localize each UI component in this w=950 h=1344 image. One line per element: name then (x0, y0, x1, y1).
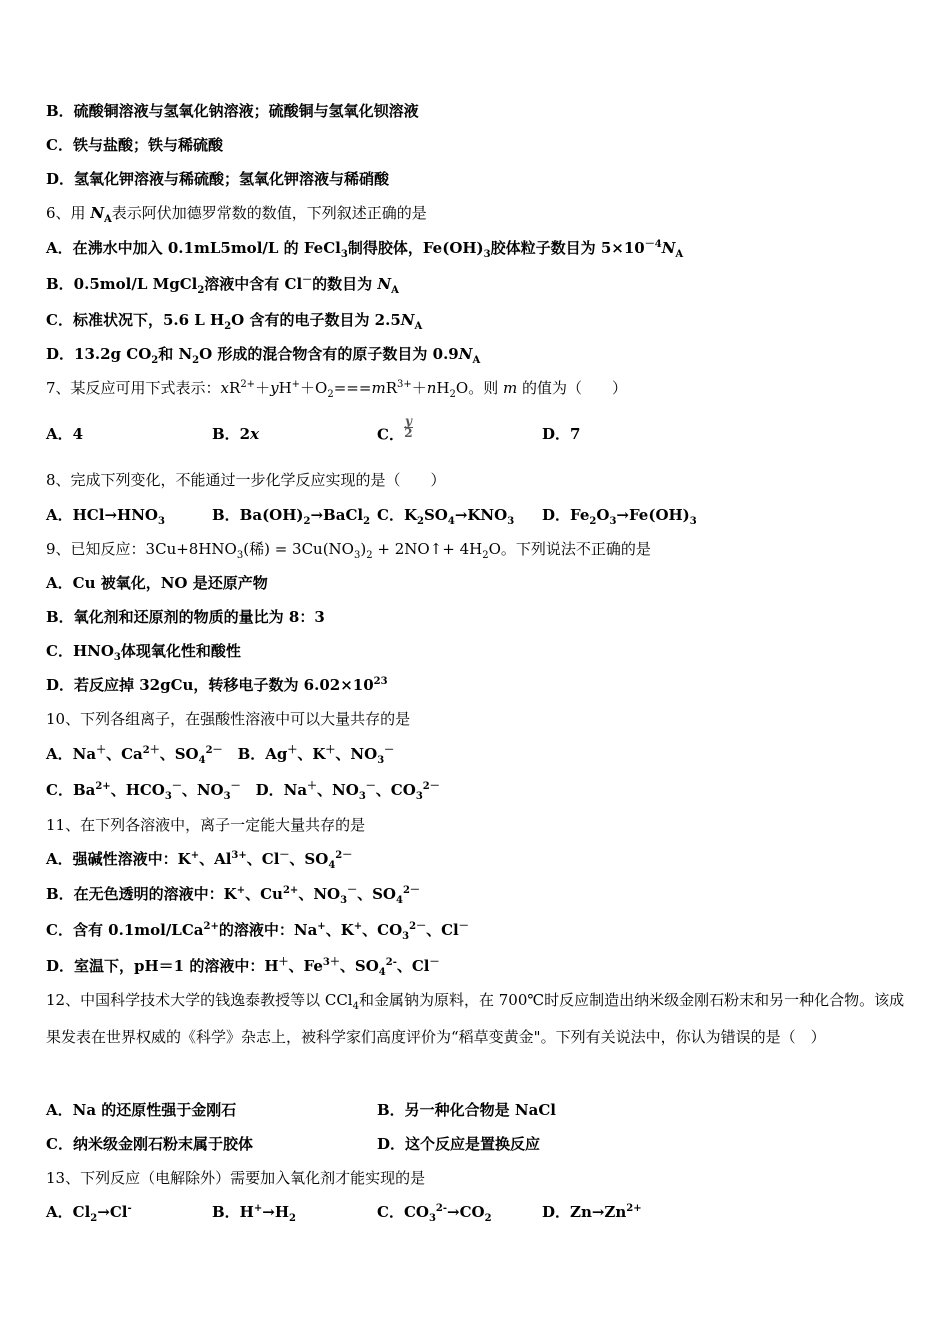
q11d-t0: D．室温下，pH＝1 的溶液中：H (46, 957, 279, 975)
q10ab-t12: 3 (377, 755, 385, 766)
q13-option-b (212, 1202, 296, 1222)
q13a-t2: →Cl (97, 1203, 128, 1221)
q6c-t1: 2 (224, 321, 232, 332)
q11-option-a (46, 849, 352, 869)
q11a-t0: A．强碱性溶液中：K (46, 850, 191, 868)
q6c-t3: N (400, 311, 415, 329)
q6d-t2: 和 N (158, 345, 193, 363)
q7-fraction-den: 2 (404, 426, 413, 440)
q6-option-c (46, 310, 422, 330)
q10cd-t6: 3 (223, 791, 231, 802)
q8-stem: 8、完成下列变化，不能通过一步化学反应实现的是（ ） (46, 471, 446, 489)
q11c-t3: + (317, 921, 326, 932)
q6d-t1: 2 (151, 355, 159, 366)
q11c-t8: 2－ (409, 921, 427, 932)
q11b-t9: 2－ (402, 885, 420, 896)
q10ab-t6: 2－ (205, 745, 223, 756)
q10cd-t9: ＋ (307, 781, 318, 792)
q10-options-cd (46, 780, 440, 800)
q8-option-a (46, 505, 165, 525)
q6d-t4: O 形成的混合物含有的原子数目为 0.9 (199, 345, 459, 363)
q8d-t4: →Fe(OH) (616, 506, 690, 524)
q11a-t5: － (279, 850, 290, 861)
q9s-t6: + 2NO↑+ 4H (372, 540, 483, 558)
q10cd-t11: 3 (358, 791, 366, 802)
q9s-t7: 2 (482, 550, 489, 561)
q6a-t7: A (675, 249, 684, 260)
q8d-t5: 3 (689, 516, 697, 527)
q9c-t1: 3 (113, 652, 121, 663)
q7s-t1: x (220, 379, 230, 397)
q13a-t1: 2 (90, 1213, 98, 1224)
q6b-t6: A (391, 285, 399, 296)
q11a-t8: 2－ (335, 850, 353, 861)
q7-option-b (212, 424, 259, 444)
q12-stem-part2: 和金属钠为原料，在 700℃时反应制造出纳米级金刚石粉末和另一种化合物。该成果发表在世界权威的《科学》杂志上，被科学家们高度评价为“稻草变黄金"。下列有关说法中，你认为错误的是（ ） (46, 991, 905, 1046)
q10ab-t5: 4 (198, 755, 206, 766)
q7-option-a: A．4 (46, 425, 84, 443)
q6-stem-suffix: 表示阿伏加德罗常数的数值，下列叙述正确的是 (111, 204, 427, 222)
q13-option-c (377, 1202, 492, 1222)
q11-option-b (46, 884, 420, 904)
q7s-t5: y (270, 379, 279, 397)
q8c-t2: SO (423, 506, 448, 524)
q7-fraction (404, 416, 413, 439)
q9d-t0: D．若反应掉 32gCu，转移电子数为 6.02×10 (46, 676, 374, 694)
q6-stem (46, 203, 427, 223)
q9s-t0: 9、已知反应：3Cu+8HNO (46, 540, 237, 558)
q13c-t2: 2- (435, 1203, 448, 1214)
q7-option-d: D．7 (542, 425, 581, 443)
q10ab-t10: ＋ (325, 745, 336, 756)
q8a-t0: A．HCl→HNO (46, 506, 158, 524)
q10ab-t1: ＋ (96, 745, 107, 756)
q12-option-b: B．另一种化合物是 NaCl (377, 1101, 556, 1119)
q13b-t2: →H (262, 1203, 289, 1221)
q10cd-t5: 、NO (181, 781, 224, 799)
q7s-t0: 7、某反应可用下式表示： (46, 379, 221, 397)
q10cd-t8: D．Na (240, 781, 308, 799)
q6-option-b (46, 274, 399, 294)
q11d-t8: － (429, 957, 440, 968)
q8b-t2: →BaCl (310, 506, 364, 524)
q12-option-d: D．这个反应是置换反应 (377, 1135, 541, 1153)
q11c-t5: + (353, 921, 363, 932)
q11a-t7: 4 (328, 860, 336, 871)
q11-option-d (46, 956, 439, 976)
q13d-t0: D．Zn→Zn (542, 1203, 627, 1221)
q7s-t4: ＋ (255, 379, 271, 397)
q6b-t2: 溶液中含有 Cl (204, 275, 303, 293)
q7-fraction-num: y (404, 414, 412, 428)
q7s-t2: R (229, 379, 241, 397)
q6a-t0: A．在沸水中加入 0.1mL5mol/L 的 FeCl (46, 239, 341, 257)
q7s-t17: 2 (449, 389, 456, 400)
q5-option-c: C．铁与盐酸；铁与稀硫酸 (46, 136, 223, 154)
q10ab-t9: 、K (297, 745, 326, 763)
q11b-t4: 、NO (298, 885, 341, 903)
q11b-t3: 2+ (282, 885, 299, 896)
q11a-t6: 、SO (289, 850, 329, 868)
q6b-t4: 的数目为 (312, 275, 378, 293)
q6-stem-na-sub: A (104, 214, 112, 225)
q6-option-d (46, 344, 480, 364)
q9c-t0: C．HNO (46, 642, 114, 660)
q13d-t1: 2+ (626, 1203, 642, 1214)
q13-option-a (46, 1202, 132, 1222)
q7s-t6: H (278, 379, 292, 397)
q11c-t0: C．含有 0.1mol/LCa (46, 921, 204, 939)
q8a-t1: 3 (157, 516, 165, 527)
q11c-t6: 、CO (362, 921, 403, 939)
q11d-t4: 、SO (339, 957, 379, 975)
q6c-t0: C．标准状况下，5.6 L H (46, 311, 225, 329)
q10ab-t0: A．Na (46, 745, 97, 763)
q11d-t2: 、Fe (288, 957, 323, 975)
q6a-t1: 3 (340, 249, 348, 260)
q13b-t3: 2 (289, 1213, 296, 1224)
q6c-t2: O 含有的电子数目为 2.5 (231, 311, 401, 329)
q5-option-d: D．氢氧化钾溶液与稀硫酸；氢氧化钾溶液与稀硝酸 (46, 170, 390, 188)
q10cd-t14: 3 (415, 791, 423, 802)
q6d-t3: 2 (192, 355, 200, 366)
q9-option-c (46, 641, 241, 661)
q6d-t0: D．13.2g CO (46, 345, 152, 363)
q6a-t2: 制得胶体，Fe(OH) (347, 239, 484, 257)
q9d-t1: 23 (373, 676, 388, 687)
q11d-t1: ＋ (278, 957, 289, 968)
q10cd-t3: 3 (164, 791, 172, 802)
q11c-t4: 、K (325, 921, 354, 939)
q11b-t7: 、SO (357, 885, 396, 903)
q13c-t0: C．CO (377, 1203, 429, 1221)
q10cd-t15: 2－ (422, 781, 440, 792)
q6c-t4: A (414, 321, 423, 332)
q10cd-t2: 、HCO (110, 781, 165, 799)
q6d-t5: N (458, 345, 473, 363)
q8b-t3: 2 (363, 516, 371, 527)
q10cd-t13: 、CO (375, 781, 416, 799)
q10ab-t3: 2＋ (142, 745, 160, 756)
q11b-t8: 4 (395, 895, 403, 906)
q10cd-t0: C．Ba (46, 781, 96, 799)
q7s-t20: 的值为（ ） (517, 379, 627, 397)
q7s-t10: === (333, 379, 372, 397)
q7c-prefix: C． (377, 425, 404, 444)
q8c-t0: C．K (377, 506, 417, 524)
q12-stem-sub: 4 (352, 1001, 359, 1012)
q7s-t12: R (385, 379, 397, 397)
q7s-t14: ＋ (411, 379, 427, 397)
q7b-prefix: B．2 (212, 425, 251, 443)
q8-option-b (212, 505, 370, 525)
q11d-t3: 3＋ (322, 957, 340, 968)
q10cd-t1: 2+ (95, 781, 111, 792)
q7b-var: x (250, 425, 260, 443)
q6a-t3: 3 (483, 249, 491, 260)
q9c-t2: 体现氧化性和酸性 (120, 642, 241, 660)
q8d-t0: D．Fe (542, 506, 590, 524)
q8-option-c (377, 505, 514, 525)
q8b-t0: B．Ba(OH) (212, 506, 304, 524)
q11c-t1: 2+ (203, 921, 219, 932)
q11c-t9: 、Cl (426, 921, 459, 939)
q7-stem (46, 378, 627, 398)
q11b-t6: － (347, 885, 358, 896)
q6a-t4: 胶体粒子数目为 5×10 (490, 239, 645, 257)
q9-option-a: A．Cu 被氧化，NO 是还原产物 (46, 574, 268, 592)
q11a-t2: 、Al (199, 850, 232, 868)
q13-option-d (542, 1202, 642, 1222)
q11c-t10: － (458, 921, 469, 932)
q7s-t11: m (371, 379, 386, 397)
q7s-t19: m (502, 379, 518, 397)
q7s-t8: ＋O (300, 379, 328, 397)
q8b-t1: 2 (303, 516, 311, 527)
q9-stem (46, 539, 651, 559)
q12-option-a: A．Na 的还原性强于金刚石 (46, 1101, 237, 1119)
q10cd-t7: － (230, 781, 241, 792)
q6b-t3: － (302, 275, 313, 286)
q9s-t3: 3 (353, 550, 361, 561)
q13c-t1: 3 (428, 1213, 436, 1224)
q6b-t0: B．0.5mol/L MgCl (46, 275, 198, 293)
q8c-t3: 4 (447, 516, 455, 527)
q13b-t0: B．H (212, 1203, 254, 1221)
q10cd-t10: 、NO (317, 781, 359, 799)
q13a-t3: - (127, 1203, 132, 1214)
q6d-t6: A (472, 355, 481, 366)
q9s-t4: ) (360, 540, 367, 558)
q7-option-c (377, 414, 413, 447)
q10cd-t4: － (171, 781, 182, 792)
q11a-t3: 3+ (231, 850, 247, 861)
q10cd-t12: － (365, 781, 376, 792)
q6-stem-na: N (90, 204, 105, 222)
q9-option-d (46, 675, 388, 695)
q8-option-d (542, 505, 697, 525)
q8d-t2: O (596, 506, 610, 524)
q11a-t1: + (190, 850, 200, 861)
q10-options-ab (46, 744, 394, 764)
q11-option-c (46, 920, 469, 940)
q11b-t2: 、Cu (245, 885, 283, 903)
q13a-t0: A．Cl (46, 1203, 91, 1221)
q6-option-a (46, 238, 683, 258)
q6a-t5: －4 (644, 239, 662, 250)
q7s-t15: n (426, 379, 437, 397)
q12-option-c: C．纳米级金刚石粉末属于胶体 (46, 1135, 253, 1153)
q6a-t6: N (661, 239, 676, 257)
q11-stem: 11、在下列各溶液中，离子一定能大量共存的是 (46, 816, 366, 834)
q7s-t9: 2 (327, 389, 334, 400)
q7s-t13: 3+ (396, 379, 412, 390)
q8c-t4: →KNO (454, 506, 508, 524)
q6b-t5: N (377, 275, 392, 293)
q7s-t3: 2+ (240, 379, 256, 390)
q10-stem: 10、下列各组离子，在强酸性溶液中可以大量共存的是 (46, 710, 411, 728)
q13c-t4: 2 (484, 1213, 492, 1224)
q11b-t0: B．在无色透明的溶液中：K (46, 885, 237, 903)
q11a-t4: 、Cl (246, 850, 280, 868)
q11d-t6: 2- (385, 957, 397, 968)
q11d-t7: 、Cl (396, 957, 430, 975)
q10ab-t2: 、Ca (106, 745, 143, 763)
q11b-t1: + (236, 885, 246, 896)
q9-option-b: B．氧化剂和还原剂的物质的量比为 8：3 (46, 608, 325, 626)
q12-stem (46, 982, 906, 1056)
q13c-t3: →CO (447, 1203, 485, 1221)
q8c-t1: 2 (416, 516, 424, 527)
q10ab-t8: ＋ (287, 745, 298, 756)
q6-stem-prefix: 6、用 (46, 204, 91, 222)
q10ab-t13: － (384, 745, 395, 756)
q13-stem: 13、下列反应（电解除外）需要加入氧化剂才能实现的是 (46, 1169, 426, 1187)
q11d-t5: 4 (378, 967, 386, 978)
q6b-t1: 2 (197, 285, 205, 296)
q11b-t5: 3 (340, 895, 348, 906)
q7s-t7: + (291, 379, 301, 390)
q9s-t8: O。下列说法不正确的是 (488, 540, 651, 558)
q10ab-t7: B．Ag (222, 745, 288, 763)
q10ab-t11: 、NO (335, 745, 378, 763)
q8c-t5: 3 (507, 516, 515, 527)
q10ab-t4: 、SO (159, 745, 199, 763)
q5-option-b: B．硫酸铜溶液与氢氧化钠溶液；硫酸铜与氢氧化钡溶液 (46, 102, 419, 120)
q9s-t5: 2 (366, 550, 373, 561)
q8d-t3: 3 (609, 516, 617, 527)
q7s-t16: H (436, 379, 450, 397)
q7s-t18: O。则 (455, 379, 503, 397)
q11c-t7: 3 (402, 931, 410, 942)
q11c-t2: 的溶液中：Na (218, 921, 318, 939)
q8d-t1: 2 (589, 516, 597, 527)
q13b-t1: + (253, 1203, 263, 1214)
q9s-t1: 3 (236, 550, 244, 561)
q9s-t2: (稀) = 3Cu(NO (243, 540, 354, 558)
q12-stem-part1: 12、中国科学技术大学的钱逸泰教授等以 CCl (46, 991, 353, 1009)
